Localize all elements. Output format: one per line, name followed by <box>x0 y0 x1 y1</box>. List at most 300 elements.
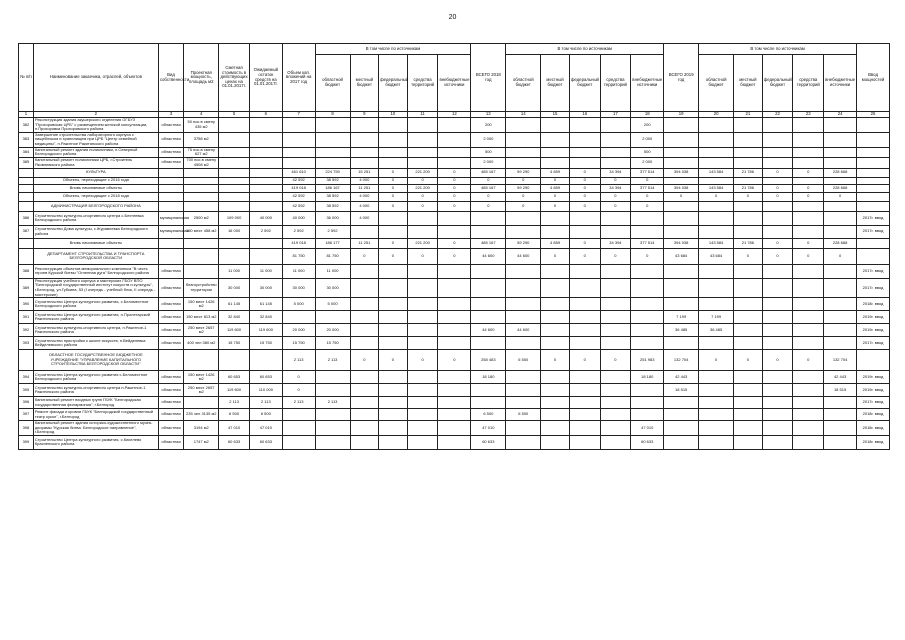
value-cell <box>350 225 379 238</box>
value-cell <box>249 118 282 133</box>
value-cell: 0 <box>282 384 315 397</box>
ownership <box>158 201 183 211</box>
value-cell <box>219 192 250 201</box>
value-cell <box>762 409 793 421</box>
object-name: Реконструкция учебного корпуса и мастерских ГБОУ ВПО "Белгородский государственный институт искусств и культуры", г.Белгород, ул.Губкина, 53 (I очередь - учебный блок, II очередь - мастерские) <box>33 278 158 297</box>
value-cell <box>734 278 763 297</box>
value-cell <box>699 118 734 133</box>
value-cell <box>350 147 379 157</box>
row-number: 385 <box>19 157 34 168</box>
capacity: 400 чел 380 м2 <box>184 337 219 350</box>
value-cell <box>664 225 699 238</box>
value-cell <box>569 132 600 147</box>
object-name: Строительство пристройки к школе искусств, п.Вейделевка Вейделевского района <box>33 337 158 350</box>
value-cell: 0 <box>631 201 664 211</box>
value-cell <box>471 311 506 324</box>
value-cell <box>793 421 824 436</box>
value-cell <box>249 157 282 168</box>
value-cell <box>219 118 250 133</box>
value-cell <box>600 211 631 225</box>
header-src-local: местный бюджет <box>734 55 763 112</box>
value-cell <box>438 264 471 278</box>
column-number: 7 <box>282 112 315 118</box>
value-cell <box>664 397 699 409</box>
value-cell: 0 <box>407 192 438 201</box>
header-src-extra: внебюджетные источники <box>438 55 471 112</box>
value-cell <box>664 435 699 449</box>
value-cell: 6 500 <box>471 409 506 421</box>
value-cell <box>541 435 570 449</box>
object-name: Строительство культурно-спортивного центра п.Ракитное-1 Ракитянского района <box>33 384 158 397</box>
ownership: областная <box>158 157 183 168</box>
header-name: Наименование заказчика, отраслей, объектов <box>33 44 158 112</box>
value-cell: 2 000 <box>631 132 664 147</box>
value-cell: 0 <box>379 238 408 248</box>
header-src-local: местный бюджет <box>350 55 379 112</box>
value-cell <box>438 397 471 409</box>
row-number: 397 <box>19 409 34 421</box>
value-cell: 186 167 <box>315 184 350 192</box>
value-cell <box>407 397 438 409</box>
value-cell <box>600 157 631 168</box>
value-cell <box>471 298 506 311</box>
value-cell: 2 000 <box>631 157 664 168</box>
value-cell: 4 859 <box>541 238 570 248</box>
value-cell: 132 704 <box>664 350 699 371</box>
value-cell: 0 <box>793 192 824 201</box>
column-number: 14 <box>506 112 541 118</box>
value-cell: 47 010 <box>249 421 282 436</box>
value-cell <box>282 157 315 168</box>
value-cell: 21 786 <box>734 168 763 177</box>
value-cell: 42 592 <box>282 201 315 211</box>
object-name: АДМИНИСТРАЦИЯ БЕЛГОРОДСКОГО РАЙОНА <box>33 201 158 211</box>
column-number: 15 <box>541 112 570 118</box>
value-cell <box>379 311 408 324</box>
value-cell <box>315 132 350 147</box>
value-cell: 0 <box>734 350 763 371</box>
value-cell <box>824 177 857 184</box>
value-cell: 44 600 <box>506 248 541 264</box>
header-capacity: Проектная мощность, площадь м2 <box>184 44 219 112</box>
commission-year: 2018г. ввод <box>857 298 890 311</box>
value-cell: 500 <box>631 147 664 157</box>
value-cell <box>541 278 570 297</box>
value-cell: 0 <box>569 238 600 248</box>
ownership: областная <box>158 435 183 449</box>
value-cell <box>407 371 438 384</box>
value-cell: 394 038 <box>664 238 699 248</box>
value-cell: 20 000 <box>315 324 350 337</box>
ownership: областная <box>158 409 183 421</box>
value-cell <box>734 132 763 147</box>
value-cell: 485 167 <box>471 184 506 192</box>
value-cell <box>407 384 438 397</box>
capacity: 150 мест 813 м2 <box>184 311 219 324</box>
ownership: областная <box>158 421 183 436</box>
value-cell <box>824 421 857 436</box>
ownership: муниципальная <box>158 225 183 238</box>
capacity: 3758 м2 <box>184 132 219 147</box>
value-cell: 42 592 <box>282 192 315 201</box>
value-cell: 2 592 <box>282 225 315 238</box>
value-cell <box>824 409 857 421</box>
commission-year: 2017г. ввод <box>857 397 890 409</box>
header-src-territory: средства территорий <box>407 55 438 112</box>
value-cell <box>506 264 541 278</box>
commission-year: 2018г. ввод <box>857 435 890 449</box>
value-cell <box>282 435 315 449</box>
value-cell <box>249 147 282 157</box>
value-cell: 11 251 <box>350 184 379 192</box>
value-cell <box>793 264 824 278</box>
value-cell: 500 <box>471 147 506 157</box>
value-cell <box>438 435 471 449</box>
value-cell: 38 592 <box>315 177 350 184</box>
value-cell <box>569 278 600 297</box>
value-cell <box>315 311 350 324</box>
value-cell <box>699 264 734 278</box>
value-cell: 419 018 <box>282 184 315 192</box>
value-cell: 38 592 <box>315 201 350 211</box>
value-cell <box>249 238 282 248</box>
value-cell: 2 113 <box>282 350 315 371</box>
value-cell <box>379 278 408 297</box>
value-cell <box>569 118 600 133</box>
value-cell: 5 000 <box>315 298 350 311</box>
value-cell: 60 633 <box>471 435 506 449</box>
value-cell <box>438 421 471 436</box>
investment-table <box>18 43 890 450</box>
value-cell: 47 010 <box>631 421 664 436</box>
value-cell: 30 000 <box>282 278 315 297</box>
object-name: Капитальный ремонт поликлиники ЦРБ, г.Строитель Яковлевского района <box>33 157 158 168</box>
value-cell <box>438 371 471 384</box>
value-cell: 0 <box>541 248 570 264</box>
value-cell <box>762 118 793 133</box>
value-cell: 0 <box>506 192 541 201</box>
value-cell <box>569 298 600 311</box>
value-cell <box>506 421 541 436</box>
commission-year: 2017г. ввод <box>857 225 890 238</box>
object-name: Капитальный ремонт здания поликлиники, п.Северный Белгородского района <box>33 147 158 157</box>
value-cell <box>438 278 471 297</box>
value-cell: 15 750 <box>219 337 250 350</box>
value-cell <box>438 311 471 324</box>
value-cell <box>541 264 570 278</box>
capacity <box>184 350 219 371</box>
table-row <box>19 421 890 436</box>
ownership <box>158 248 183 264</box>
value-cell: 15 251 <box>350 168 379 177</box>
value-cell: 7 199 <box>699 311 734 324</box>
value-cell: 11 251 <box>350 238 379 248</box>
value-cell: 0 <box>282 371 315 384</box>
value-cell <box>249 248 282 264</box>
value-cell <box>438 384 471 397</box>
value-cell <box>631 311 664 324</box>
value-cell <box>541 147 570 157</box>
value-cell: 18 180 <box>631 371 664 384</box>
object-name: Строительство Центра культурного развития с.Беломестное Белгородского района <box>33 371 158 384</box>
summary-row <box>19 350 890 371</box>
value-cell: 61 145 <box>219 298 250 311</box>
column-number: 2 <box>33 112 158 118</box>
value-cell <box>793 132 824 147</box>
value-cell <box>569 147 600 157</box>
value-cell: 0 <box>569 350 600 371</box>
capacity <box>184 201 219 211</box>
table-row <box>19 311 890 324</box>
value-cell: 81 750 <box>282 248 315 264</box>
value-cell: 0 <box>438 168 471 177</box>
capacity <box>184 397 219 409</box>
value-cell: 44 600 <box>471 324 506 337</box>
header-src-federal: федеральный бюджет <box>569 55 600 112</box>
value-cell <box>407 225 438 238</box>
object-name: Капитальный ремонт здания историко-художественного музея-диорамы "Курская битва. Белгородское направление", г.Белгород <box>33 421 158 436</box>
value-cell <box>471 225 506 238</box>
table-row <box>19 337 890 350</box>
value-cell <box>793 225 824 238</box>
value-cell <box>506 211 541 225</box>
value-cell: 394 038 <box>664 184 699 192</box>
value-cell: 36 485 <box>664 324 699 337</box>
value-cell <box>219 184 250 192</box>
value-cell: 0 <box>762 192 793 201</box>
row-number: 383 <box>19 132 34 147</box>
value-cell <box>600 147 631 157</box>
capacity <box>184 177 219 184</box>
value-cell: 377 514 <box>631 184 664 192</box>
commission-year <box>857 147 890 157</box>
value-cell <box>350 435 379 449</box>
value-cell <box>407 278 438 297</box>
value-cell: 0 <box>699 350 734 371</box>
value-cell <box>734 211 763 225</box>
row-number: 389 <box>19 278 34 297</box>
value-cell: 5 000 <box>282 298 315 311</box>
object-name: Реконструкция объектов мемориального комплекса "В честь героев Курской битвы "Огненная дуга" Белгородского района <box>33 264 158 278</box>
value-cell: 30 000 <box>315 278 350 297</box>
object-name: Объекты, переходящие с 2018 года <box>33 192 158 201</box>
value-cell <box>506 371 541 384</box>
value-cell <box>282 311 315 324</box>
value-cell <box>631 397 664 409</box>
row-number: 387 <box>19 225 34 238</box>
value-cell <box>699 147 734 157</box>
value-cell <box>664 264 699 278</box>
value-cell <box>699 225 734 238</box>
ownership <box>158 350 183 371</box>
value-cell <box>249 132 282 147</box>
ownership: областная <box>158 384 183 397</box>
value-cell <box>699 397 734 409</box>
value-cell <box>664 421 699 436</box>
ownership: областная <box>158 371 183 384</box>
value-cell <box>315 409 350 421</box>
value-cell <box>664 298 699 311</box>
object-name: Строительство Центра культурного развития, п.Пролетарский Ракитянского района <box>33 311 158 324</box>
value-cell <box>350 397 379 409</box>
value-cell: 0 <box>569 192 600 201</box>
header-src-territory: средства территорий <box>793 55 824 112</box>
capacity <box>184 248 219 264</box>
value-cell <box>824 147 857 157</box>
value-cell: 221 200 <box>407 168 438 177</box>
value-cell <box>541 384 570 397</box>
value-cell <box>664 201 699 211</box>
header-src-territory: средства территорий <box>600 55 631 112</box>
column-number: 18 <box>631 112 664 118</box>
capacity: 250 мест 2657 м2 <box>184 384 219 397</box>
value-cell: 30 000 <box>249 278 282 297</box>
value-cell <box>793 409 824 421</box>
value-cell <box>664 337 699 350</box>
value-cell <box>407 132 438 147</box>
value-cell <box>600 225 631 238</box>
capacity <box>184 264 219 278</box>
object-name: Завершение строительства лабораторного корпуса с пищеблоком и хранилищем при ЦРБ "Центр семейной медицины", п.Ракитное Ракитянского района <box>33 132 158 147</box>
value-cell <box>734 324 763 337</box>
capacity: 1747 м2 <box>184 435 219 449</box>
value-cell <box>734 147 763 157</box>
ownership <box>158 184 183 192</box>
column-number: 22 <box>762 112 793 118</box>
value-cell <box>506 384 541 397</box>
row-number <box>19 238 34 248</box>
value-cell: 0 <box>471 192 506 201</box>
value-cell <box>379 132 408 147</box>
value-cell <box>762 384 793 397</box>
value-cell <box>541 337 570 350</box>
value-cell: 0 <box>569 201 600 211</box>
value-cell <box>664 157 699 168</box>
value-cell: 0 <box>600 201 631 211</box>
commission-year <box>857 157 890 168</box>
value-cell <box>793 278 824 297</box>
value-cell <box>379 324 408 337</box>
value-cell <box>664 211 699 225</box>
value-cell: 15 750 <box>282 337 315 350</box>
value-cell <box>541 409 570 421</box>
value-cell <box>824 201 857 211</box>
value-cell: 0 <box>664 192 699 201</box>
value-cell: 38 592 <box>315 192 350 201</box>
value-cell <box>762 278 793 297</box>
value-cell: 0 <box>379 201 408 211</box>
value-cell: 61 145 <box>249 298 282 311</box>
value-cell <box>824 118 857 133</box>
object-name: Строительство культурно-спортивного центра, п.Ракитное-1 Ракитянского района <box>33 324 158 337</box>
value-cell <box>407 409 438 421</box>
capacity: благоустройство территории <box>184 278 219 297</box>
value-cell: 419 018 <box>282 238 315 248</box>
value-cell: 6 500 <box>506 409 541 421</box>
value-cell: 0 <box>541 192 570 201</box>
value-cell: 221 200 <box>407 238 438 248</box>
header-total-2019: ВСЕГО 2019 год <box>664 44 699 112</box>
value-cell <box>824 278 857 297</box>
commission-year <box>857 201 890 211</box>
column-number: 23 <box>793 112 824 118</box>
value-cell: 34 394 <box>600 168 631 177</box>
value-cell <box>350 298 379 311</box>
header-owner: Вид собственности <box>158 44 183 112</box>
value-cell: 109 000 <box>219 211 250 225</box>
value-cell: 60 633 <box>249 435 282 449</box>
value-cell: 42 443 <box>664 371 699 384</box>
value-cell <box>793 384 824 397</box>
header-src-regional: областной бюджет <box>315 55 350 112</box>
row-number: 395 <box>19 384 34 397</box>
commission-year: 2018г. ввод <box>857 421 890 436</box>
value-cell <box>219 132 250 147</box>
row-number: 399 <box>19 435 34 449</box>
row-number: 388 <box>19 264 34 278</box>
value-cell <box>631 324 664 337</box>
table-row <box>19 324 890 337</box>
value-cell: 0 <box>699 192 734 201</box>
value-cell <box>734 435 763 449</box>
value-cell <box>793 298 824 311</box>
value-cell <box>631 278 664 297</box>
value-cell: 4 000 <box>350 211 379 225</box>
commission-year: 2017г. ввод <box>857 278 890 297</box>
table-row <box>19 435 890 449</box>
value-cell: 0 <box>793 184 824 192</box>
value-cell <box>569 211 600 225</box>
object-name: Строительство Центра культурного развития, с.Беломестное Белгородского района <box>33 298 158 311</box>
value-cell <box>762 264 793 278</box>
value-cell <box>379 371 408 384</box>
value-cell <box>379 337 408 350</box>
value-cell: 4 000 <box>350 201 379 211</box>
value-cell <box>379 264 408 278</box>
value-cell: 221 200 <box>407 184 438 192</box>
value-cell: 0 <box>438 201 471 211</box>
value-cell: 42 443 <box>824 371 857 384</box>
table-row <box>19 278 890 297</box>
value-cell: 20 000 <box>282 324 315 337</box>
value-cell <box>699 421 734 436</box>
value-cell <box>379 409 408 421</box>
commission-year <box>857 248 890 264</box>
value-cell <box>793 311 824 324</box>
value-cell <box>824 225 857 238</box>
row-number <box>19 248 34 264</box>
value-cell: 0 <box>438 238 471 248</box>
commission-year <box>857 184 890 192</box>
value-cell <box>793 397 824 409</box>
value-cell <box>824 157 857 168</box>
row-number <box>19 201 34 211</box>
value-cell <box>438 132 471 147</box>
value-cell: 0 <box>569 184 600 192</box>
value-cell <box>438 298 471 311</box>
value-cell: 16 000 <box>219 225 250 238</box>
value-cell <box>438 409 471 421</box>
commission-year <box>857 350 890 371</box>
value-cell <box>219 157 250 168</box>
capacity: 150 мест 1426 м2 <box>184 298 219 311</box>
value-cell <box>249 168 282 177</box>
value-cell <box>282 132 315 147</box>
value-cell: 143 584 <box>699 238 734 248</box>
table-row <box>19 225 890 238</box>
value-cell <box>569 384 600 397</box>
value-cell <box>541 311 570 324</box>
